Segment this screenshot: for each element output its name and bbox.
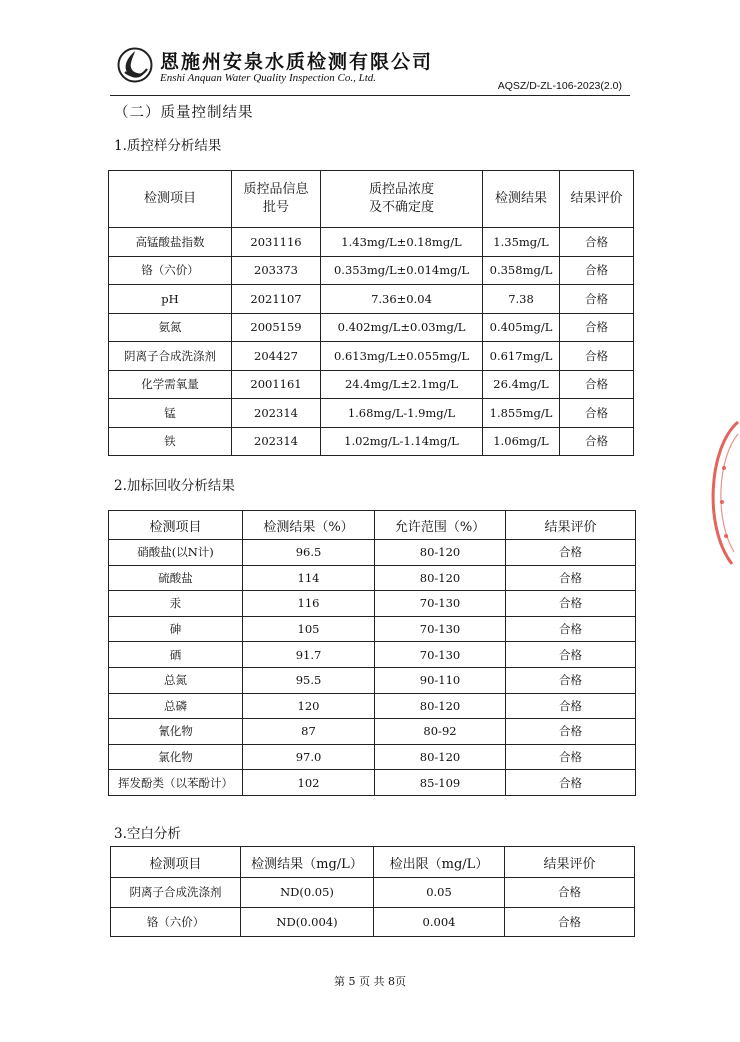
table-cell: 0.004: [374, 907, 505, 937]
table-cell: 合格: [560, 399, 634, 428]
table-cell: 汞: [109, 591, 243, 617]
table-cell: 合格: [560, 228, 634, 257]
column-header: 检测结果（mg/L）: [241, 847, 374, 878]
table-cell: 116: [243, 591, 375, 617]
table-cell: 80-120: [375, 565, 506, 591]
table-cell: 97.0: [243, 744, 375, 770]
table-cell: 合格: [505, 907, 635, 937]
table-cell: 铬（六价）: [109, 256, 232, 285]
table-cell: 0.353mg/L±0.014mg/L: [321, 256, 483, 285]
table-cell: 80-92: [375, 719, 506, 745]
table-cell: 114: [243, 565, 375, 591]
table-cell: 87: [243, 719, 375, 745]
table-cell: 1.68mg/L-1.9mg/L: [321, 399, 483, 428]
table-cell: 合格: [506, 540, 636, 566]
table-cell: 7.36±0.04: [321, 285, 483, 314]
column-header: 检测项目: [111, 847, 241, 878]
table-cell: 合格: [506, 642, 636, 668]
table-cell: 1.02mg/L-1.14mg/L: [321, 427, 483, 456]
water-drop-logo-icon: [117, 47, 153, 83]
table-cell: 氰化物: [109, 719, 243, 745]
page-number: 第 5 页 共 8页: [334, 975, 406, 988]
column-header: 允许范围（%）: [375, 511, 506, 540]
table-cell: 85-109: [375, 770, 506, 796]
table-cell: 7.38: [483, 285, 560, 314]
column-header-text: 质控品信息: [243, 182, 309, 197]
table-cell: 合格: [560, 313, 634, 342]
table-cell: 105: [243, 616, 375, 642]
table-cell: 1.855mg/L: [483, 399, 560, 428]
table-row: [109, 667, 636, 693]
table-row: [109, 370, 634, 399]
table-row: [109, 642, 636, 668]
table-cell: 铬（六价）: [111, 907, 241, 937]
column-header-text: 结果评价: [570, 191, 623, 206]
table-row: [109, 342, 634, 371]
red-seal-stamp-icon: [702, 418, 740, 568]
column-header: 结果评价: [506, 511, 636, 540]
blank-analysis-title: 3.空白分析: [114, 826, 181, 842]
table-cell: 95.5: [243, 667, 375, 693]
table-cell: 锰: [109, 399, 232, 428]
table-cell: 24.4mg/L±2.1mg/L: [321, 370, 483, 399]
table-cell: 120: [243, 693, 375, 719]
table-cell: 合格: [506, 719, 636, 745]
table-cell: 0.613mg/L±0.055mg/L: [321, 342, 483, 371]
table-cell: 2031116: [232, 228, 321, 257]
header-divider: [110, 95, 630, 96]
table-cell: 合格: [560, 342, 634, 371]
table-cell: 0.05: [374, 878, 505, 908]
company-name-cn: 恩施州安泉水质检测有限公司: [160, 51, 434, 73]
table-row: [109, 719, 636, 745]
table-cell: 砷: [109, 616, 243, 642]
table-cell: 硝酸盐(以N计): [109, 540, 243, 566]
table-row: [109, 770, 636, 796]
table-cell: 202314: [232, 399, 321, 428]
column-header: [109, 171, 232, 228]
table-row: [109, 228, 634, 257]
table-cell: 102: [243, 770, 375, 796]
table-cell: 2005159: [232, 313, 321, 342]
qc-sample-table: [108, 170, 634, 456]
table-cell: 合格: [560, 256, 634, 285]
table-cell: 204427: [232, 342, 321, 371]
section-title: （二）质量控制结果: [114, 105, 254, 121]
table-cell: 91.7: [243, 642, 375, 668]
column-header-text: 质控品浓度: [368, 182, 434, 197]
table-cell: 80-120: [375, 744, 506, 770]
table-cell: 合格: [560, 427, 634, 456]
column-header: [321, 171, 483, 228]
table-cell: 合格: [560, 370, 634, 399]
table-cell: 合格: [560, 285, 634, 314]
table-cell: 90-110: [375, 667, 506, 693]
table-cell: 1.35mg/L: [483, 228, 560, 257]
table-row: [109, 540, 636, 566]
table-cell: 70-130: [375, 642, 506, 668]
column-header: 检测结果（%）: [243, 511, 375, 540]
column-header: 结果评价: [505, 847, 635, 878]
table-cell: 合格: [506, 591, 636, 617]
table-cell: 阴离子合成洗涤剂: [111, 878, 241, 908]
table-row: [109, 591, 636, 617]
table-row: [109, 565, 636, 591]
column-header-text: 检测项目: [143, 191, 196, 206]
table-row: [111, 907, 635, 937]
table-cell: 挥发酚类（以苯酚计）: [109, 770, 243, 796]
table-cell: 合格: [505, 878, 635, 908]
column-header: [560, 171, 634, 228]
table-cell: 1.43mg/L±0.18mg/L: [321, 228, 483, 257]
column-header: 检测项目: [109, 511, 243, 540]
table-cell: 70-130: [375, 591, 506, 617]
table-row: [109, 256, 634, 285]
table-cell: 2021107: [232, 285, 321, 314]
column-header-text: 检测结果: [494, 191, 547, 206]
company-name-en: Enshi Anquan Water Quality Inspection Co., Ltd.: [160, 72, 377, 84]
table-cell: 铁: [109, 427, 232, 456]
table-row: [109, 693, 636, 719]
spike-recovery-header-row: [109, 511, 636, 540]
table-cell: 合格: [506, 770, 636, 796]
table-cell: 96.5: [243, 540, 375, 566]
table-cell: ND(0.05): [241, 878, 374, 908]
table-cell: 2001161: [232, 370, 321, 399]
table-cell: 203373: [232, 256, 321, 285]
spike-recovery-title: 2.加标回收分析结果: [114, 478, 235, 494]
table-cell: 合格: [506, 565, 636, 591]
table-cell: 高锰酸盐指数: [109, 228, 232, 257]
table-cell: 0.617mg/L: [483, 342, 560, 371]
table-cell: 80-120: [375, 693, 506, 719]
table-cell: 202314: [232, 427, 321, 456]
table-cell: 总氮: [109, 667, 243, 693]
column-header: 检出限（mg/L）: [374, 847, 505, 878]
table-row: [109, 285, 634, 314]
table-cell: 阴离子合成洗涤剂: [109, 342, 232, 371]
table-cell: 合格: [506, 744, 636, 770]
table-row: [109, 313, 634, 342]
table-cell: 合格: [506, 667, 636, 693]
column-header-text: 批号: [262, 200, 289, 215]
table-cell: 1.06mg/L: [483, 427, 560, 456]
table-row: [111, 878, 635, 908]
table-cell: 氯化物: [109, 744, 243, 770]
table-cell: 0.405mg/L: [483, 313, 560, 342]
table-cell: ND(0.004): [241, 907, 374, 937]
table-cell: 0.358mg/L: [483, 256, 560, 285]
table-cell: 合格: [506, 616, 636, 642]
table-row: [109, 744, 636, 770]
table-cell: 70-130: [375, 616, 506, 642]
blank-analysis-header-row: [111, 847, 635, 878]
column-header-text: 及不确定度: [368, 200, 434, 215]
qc-sample-title: 1.质控样分析结果: [114, 138, 222, 154]
table-cell: 硫酸盐: [109, 565, 243, 591]
document-code: AQSZ/D-ZL-106-2023(2.0): [497, 80, 622, 92]
table-cell: pH: [109, 285, 232, 314]
table-cell: 硒: [109, 642, 243, 668]
table-row: [109, 399, 634, 428]
table-row: [109, 427, 634, 456]
page-header: [0, 0, 740, 100]
table-cell: 0.402mg/L±0.03mg/L: [321, 313, 483, 342]
table-cell: 总磷: [109, 693, 243, 719]
table-cell: 合格: [506, 693, 636, 719]
column-header: [483, 171, 560, 228]
column-header: [232, 171, 321, 228]
table-cell: 氨氮: [109, 313, 232, 342]
spike-recovery-table: [108, 510, 636, 796]
table-cell: 80-120: [375, 540, 506, 566]
table-row: [109, 616, 636, 642]
table-cell: 26.4mg/L: [483, 370, 560, 399]
blank-analysis-table: [110, 846, 635, 937]
table-cell: 化学需氧量: [109, 370, 232, 399]
qc-sample-header-row: [109, 171, 634, 228]
